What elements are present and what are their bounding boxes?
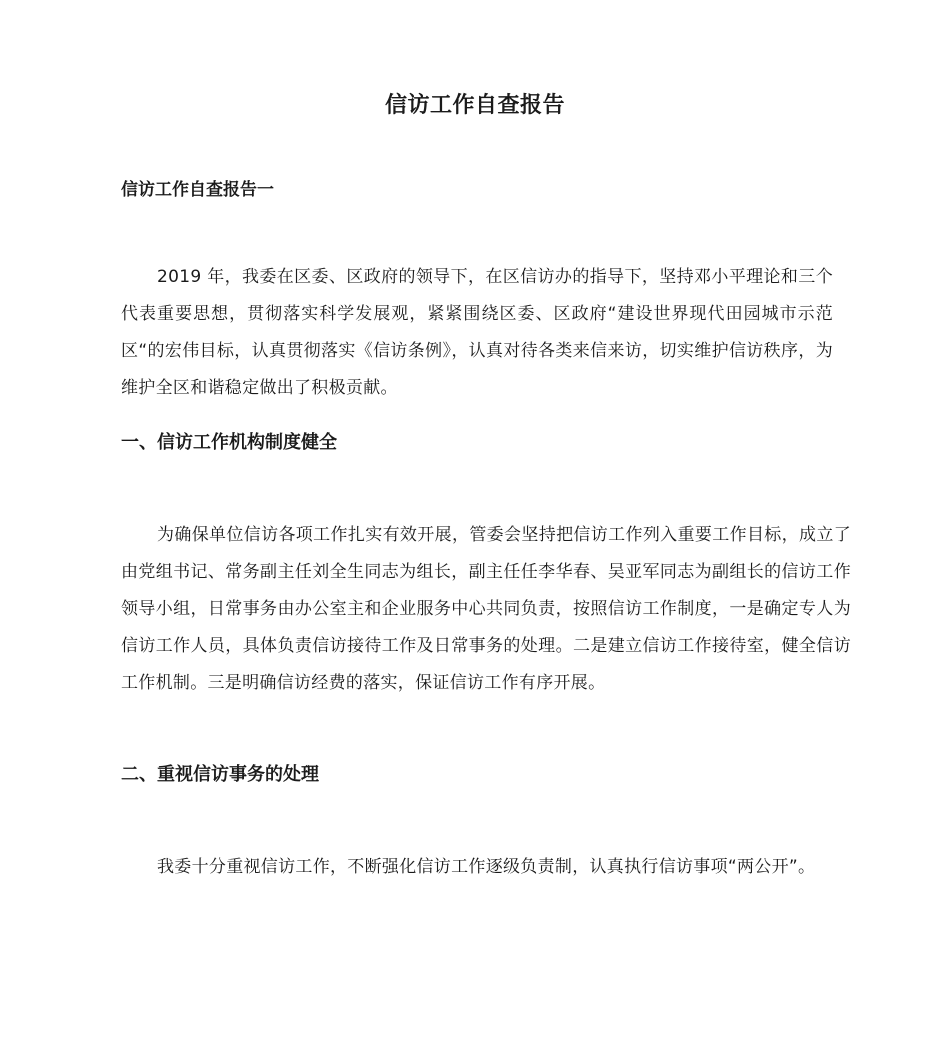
report-subtitle: 信访工作自查报告一 <box>121 180 274 200</box>
document-title: 信访工作自查报告 <box>384 93 565 118</box>
paragraph-organization: 为确保单位信访各项工作扎实有效开展，管委会坚持把信访工作列入重要工作目标，成立了由党组书记、常务副主任刘全生同志为组长，副主任任李华春、吴亚军同志为副组长的信访工作领导小组，日常事务由办公室主和企业服务中心共同负责，按照信访工作制度，一是确定专人为信访工作人员，具体负责信访接待工作及日常事务的处理。二是建立信访工作接待室，健全信访工作机制。三是明确信访经费的落实，保证信访工作有序开展。 <box>121 525 851 693</box>
section-heading-organization: 一、信访工作机构制度健全 <box>121 432 337 453</box>
section-heading-handling: 二、重视信访事务的处理 <box>121 764 319 785</box>
paragraph-handling: 我委十分重视信访工作，不断强化信访工作逐级负责制，认真执行信访事项“两公开”。 <box>157 857 816 877</box>
paragraph-intro: 2019 年，我委在区委、区政府的领导下，在区信访办的指导下，坚持邓小平理论和三个代表重要思想，贯彻落实科学发展观，紧紧围绕区委、区政府“建设世界现代田园城市示范区“的宏伟目标，认真贯彻落实《信访条例》，认真对待各类来信来访，切实维护信访秩序，为维护全区和谐稳定做出了积极贡献。 <box>121 267 833 398</box>
